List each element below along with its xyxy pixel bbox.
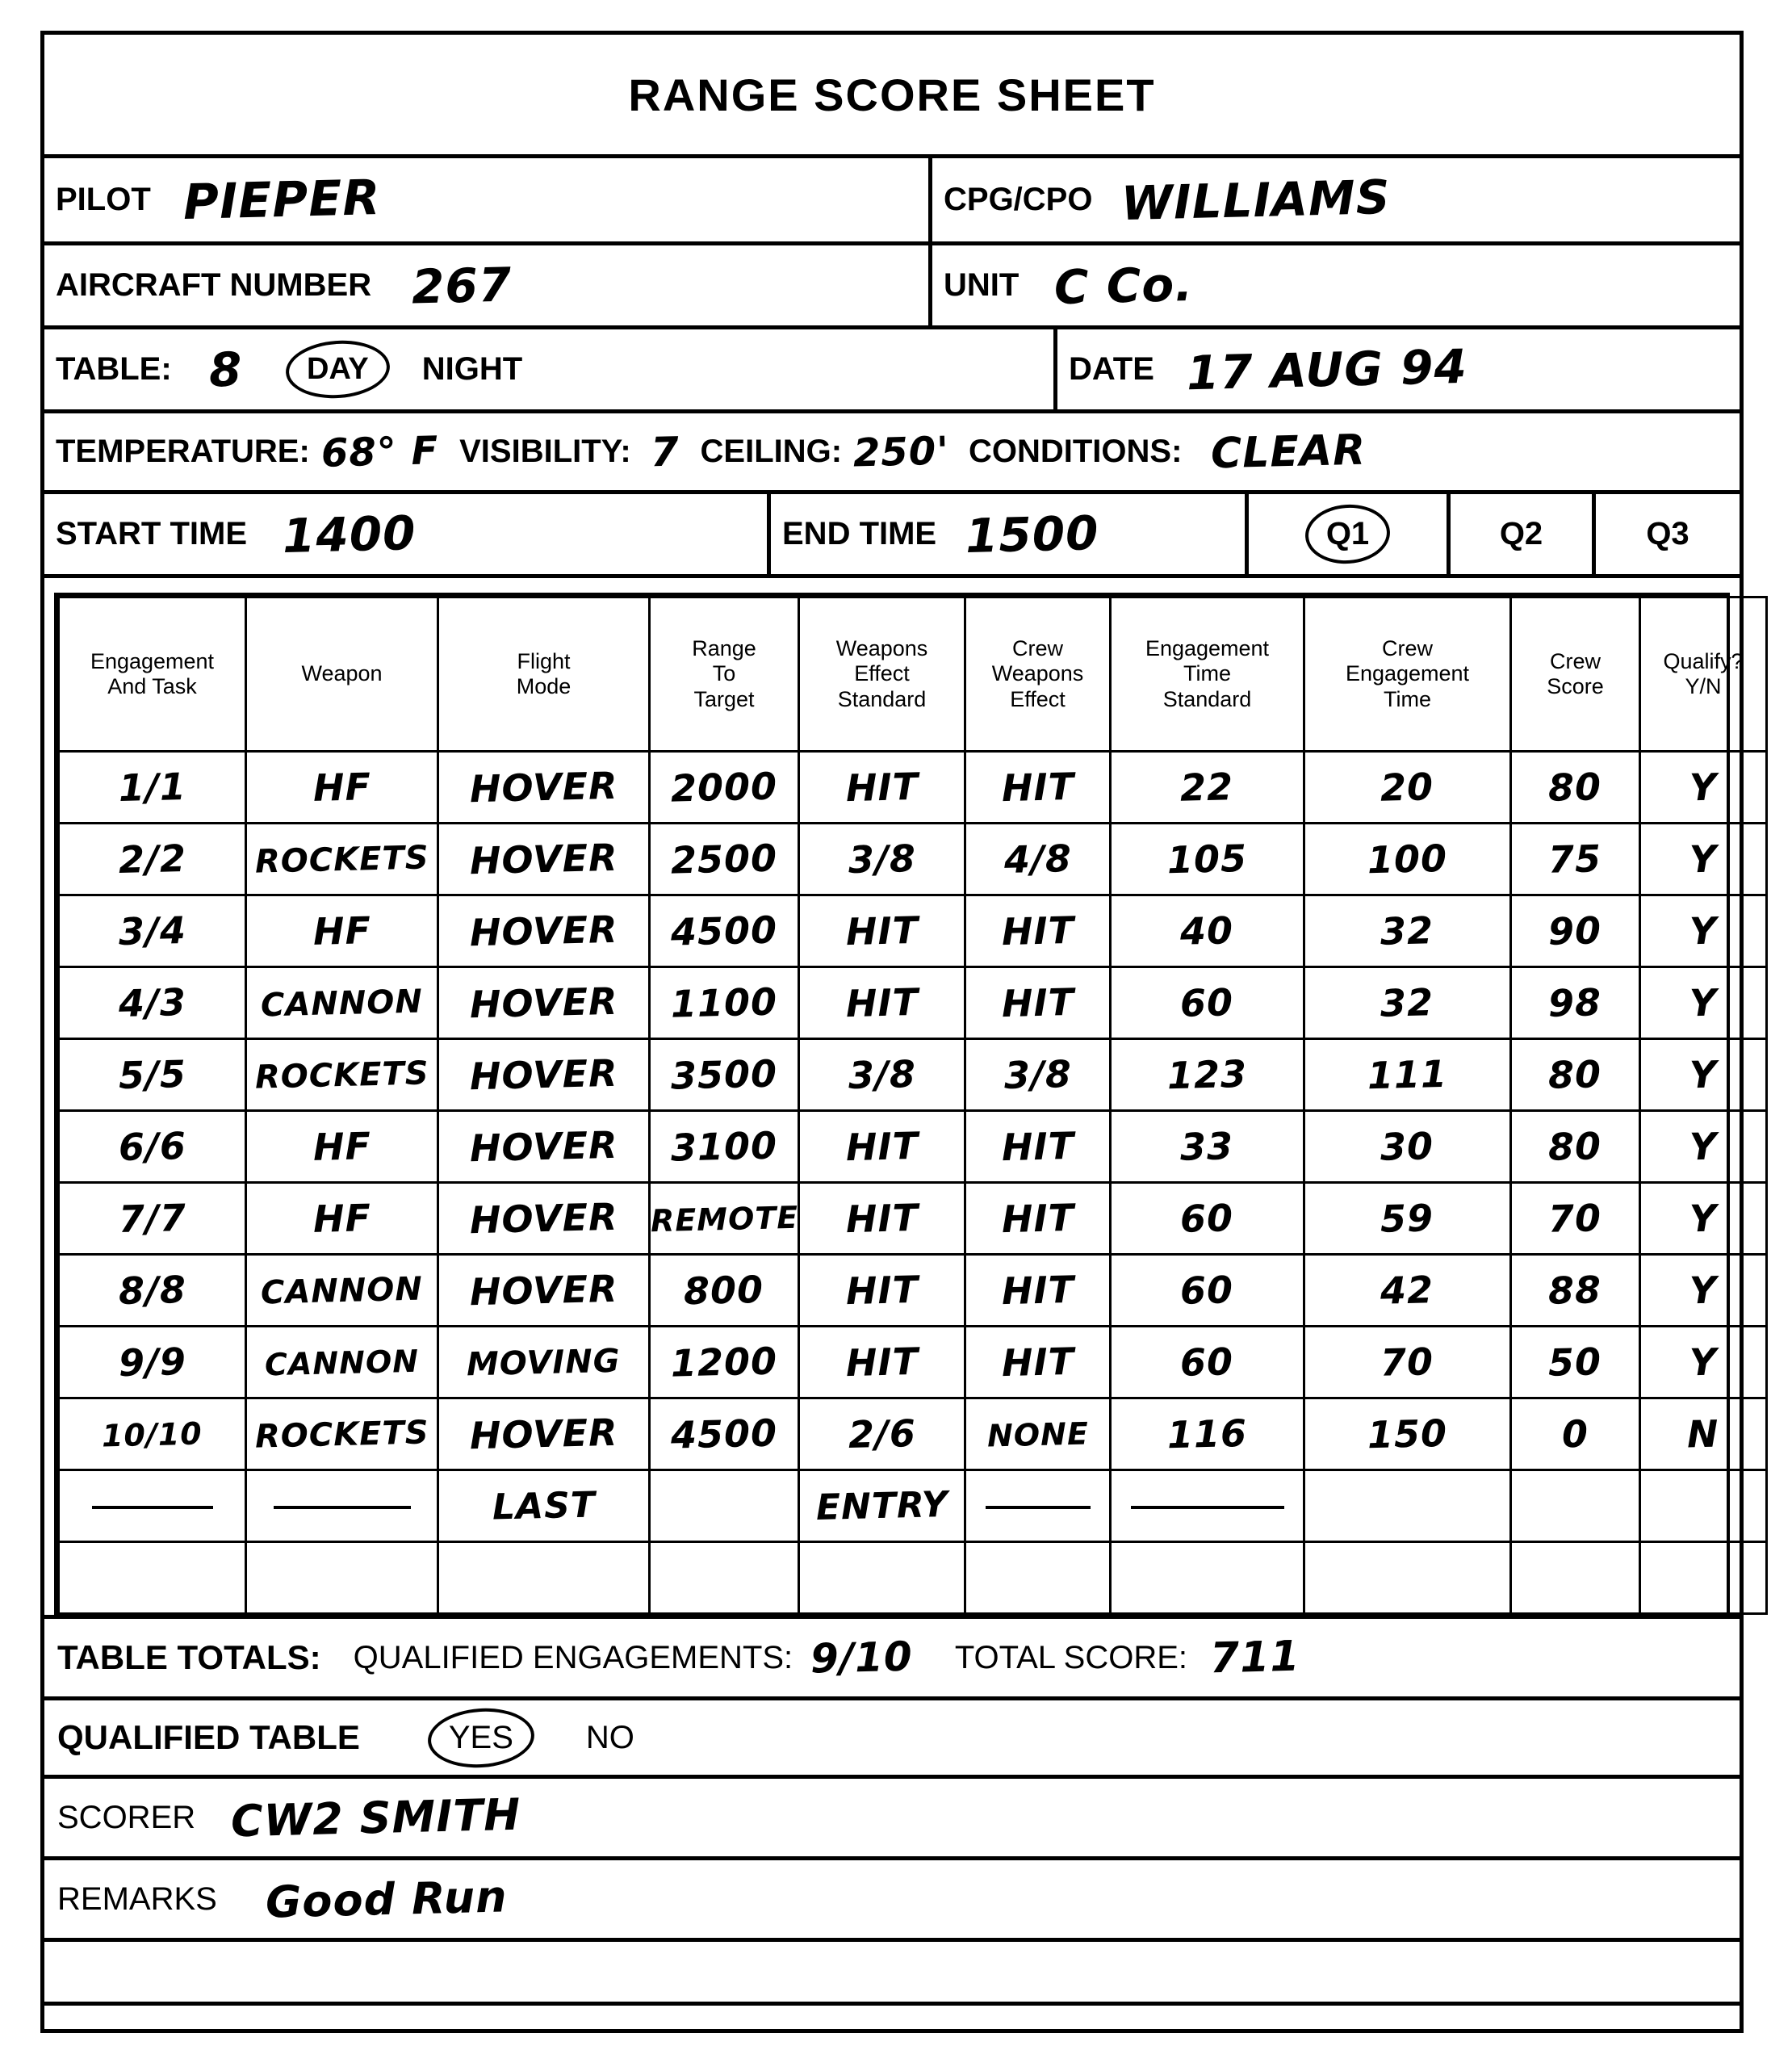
table-row[interactable]	[59, 1039, 1767, 1111]
cell-crew-we[interactable]: HIT	[965, 1111, 1111, 1183]
cell-engagement[interactable]	[59, 1470, 246, 1542]
cpg-value: WILLIAMS	[1120, 169, 1392, 231]
cell-et-std[interactable]: 60	[1111, 1327, 1304, 1398]
aircraft-field[interactable]	[44, 245, 932, 325]
pilot-field[interactable]	[44, 158, 932, 241]
cell-qualify[interactable]: Y	[1640, 1039, 1767, 1111]
cell-qualify[interactable]: Y	[1640, 824, 1767, 895]
cell-crew-et[interactable]: 70	[1304, 1327, 1511, 1398]
date-field[interactable]	[1057, 329, 1740, 409]
hdr-line: Effect	[1010, 686, 1066, 711]
hdr-line: Crew	[1011, 636, 1063, 661]
cell-et-std[interactable]: 116	[1111, 1398, 1304, 1470]
cell-weapon[interactable]: CANNON	[246, 1327, 438, 1398]
col-weapon	[246, 597, 438, 752]
table-row[interactable]	[59, 752, 1767, 824]
cell-crew-we[interactable]: HIT	[965, 1255, 1111, 1327]
cell-et-std[interactable]: 60	[1111, 967, 1304, 1039]
cell-we-std[interactable]: HIT	[799, 1111, 965, 1183]
remarks-row[interactable]	[44, 1860, 1740, 1942]
unit-value: C Co.	[1053, 256, 1195, 315]
temperature-value: 68° F	[320, 427, 439, 476]
cell-et-std[interactable]: 40	[1111, 895, 1304, 967]
cell-crew-score[interactable]: 80	[1511, 752, 1640, 824]
table-date-row	[44, 329, 1740, 413]
quarter-q1[interactable]	[1249, 494, 1451, 574]
table-value: 8	[207, 342, 243, 397]
cell-crew-we[interactable]: NONE	[965, 1398, 1111, 1470]
cell-qualify[interactable]: Y	[1640, 752, 1767, 824]
engagement-table	[57, 596, 1768, 1615]
cell-weapon[interactable]: CANNON	[246, 967, 438, 1039]
cell-flight-mode[interactable]: HOVER	[438, 967, 650, 1039]
table-row[interactable]	[59, 1111, 1767, 1183]
quarter-q3[interactable]	[1596, 494, 1740, 574]
hdr-line: Engagement	[1145, 636, 1270, 661]
end-time-field[interactable]	[771, 494, 1249, 574]
hdr-line: Standard	[1162, 686, 1252, 711]
pilot-label: PILOT	[56, 182, 151, 217]
quarter-q2[interactable]	[1451, 494, 1596, 574]
qualified-table-row	[44, 1700, 1740, 1779]
ceiling-value: 250'	[852, 428, 950, 476]
qualified-no-option[interactable]: NO	[585, 1719, 634, 1755]
cell-crew-score[interactable]: 88	[1511, 1255, 1640, 1327]
table-row[interactable]	[59, 1398, 1767, 1470]
table-row[interactable]	[59, 967, 1767, 1039]
cell-crew-we[interactable]	[965, 1470, 1111, 1542]
cell-flight-mode[interactable]: HOVER	[438, 1111, 650, 1183]
cell-flight-mode[interactable]: HOVER	[438, 824, 650, 895]
cell-et-std[interactable]: 33	[1111, 1111, 1304, 1183]
cell-crew-score[interactable]: 80	[1511, 1039, 1640, 1111]
table-header-row	[59, 597, 1767, 752]
col-crew-engagement-time	[1304, 597, 1511, 752]
cell-weapon[interactable]	[246, 1542, 438, 1614]
cell-range[interactable]: 3500	[650, 1039, 799, 1111]
cell-engagement[interactable]: 9/9	[59, 1327, 246, 1398]
table-row-empty[interactable]	[59, 1542, 1767, 1614]
aircraft-number-label: AIRCRAFT NUMBER	[56, 267, 372, 303]
cell-qualify[interactable]	[1640, 1542, 1767, 1614]
cell-crew-score[interactable]: 90	[1511, 895, 1640, 967]
remarks-label: REMARKS	[57, 1880, 217, 1917]
cell-crew-we[interactable]: HIT	[965, 967, 1111, 1039]
cell-crew-et[interactable]: 32	[1304, 967, 1511, 1039]
cell-weapon[interactable]: ROCKETS	[246, 1398, 438, 1470]
cell-engagement[interactable]: 6/6	[59, 1111, 246, 1183]
pilot-row	[44, 158, 1740, 245]
weather-fields[interactable]	[44, 413, 1740, 490]
cell-crew-et[interactable]	[1304, 1542, 1511, 1614]
cell-qualify[interactable]: N	[1640, 1398, 1767, 1470]
cell-et-std[interactable]	[1111, 1470, 1304, 1542]
hdr-line: Engagement	[90, 648, 215, 673]
cell-et-std[interactable]	[1111, 1542, 1304, 1614]
conditions-value: CLEAR	[1210, 426, 1367, 478]
table-row[interactable]	[59, 1183, 1767, 1255]
cell-we-std[interactable]: ENTRY	[799, 1470, 965, 1542]
cell-crew-score[interactable]	[1511, 1542, 1640, 1614]
hdr-line: Weapons	[835, 636, 928, 661]
cell-engagement[interactable]	[59, 1542, 246, 1614]
cell-range[interactable]: 2000	[650, 752, 799, 824]
scorer-row[interactable]	[44, 1779, 1740, 1860]
table-row[interactable]	[59, 895, 1767, 967]
col-crew-score	[1511, 597, 1640, 752]
cell-flight-mode[interactable]: MOVING	[438, 1327, 650, 1398]
weather-row	[44, 413, 1740, 494]
cell-engagement[interactable]: 2/2	[59, 824, 246, 895]
cell-crew-score[interactable]: 75	[1511, 824, 1640, 895]
cell-flight-mode[interactable]: HOVER	[438, 752, 650, 824]
cell-crew-we[interactable]: HIT	[965, 895, 1111, 967]
cell-weapon[interactable]: HF	[246, 1183, 438, 1255]
last-entry-row[interactable]	[59, 1470, 1767, 1542]
cell-crew-score[interactable]: 98	[1511, 967, 1640, 1039]
hdr-line: Crew	[1381, 636, 1433, 661]
remarks-blank-line-1[interactable]	[44, 1942, 1740, 2006]
remarks-blank-line-2[interactable]	[44, 2006, 1740, 2065]
cell-flight-mode[interactable]: HOVER	[438, 895, 650, 967]
cell-crew-et[interactable]: 42	[1304, 1255, 1511, 1327]
cell-weapon[interactable]: ROCKETS	[246, 824, 438, 895]
cell-range[interactable]: 2500	[650, 824, 799, 895]
cell-range[interactable]: 800	[650, 1255, 799, 1327]
cell-flight-mode[interactable]: LAST	[438, 1470, 650, 1542]
cell-engagement[interactable]: 7/7	[59, 1183, 246, 1255]
cell-weapon[interactable]: HF	[246, 752, 438, 824]
range-score-sheet	[40, 31, 1744, 2033]
cell-et-std[interactable]: 60	[1111, 1255, 1304, 1327]
cell-et-std[interactable]: 105	[1111, 824, 1304, 895]
q1-label: Q1	[1310, 513, 1385, 556]
hdr-line: Y/N	[1685, 674, 1722, 698]
total-score-label: TOTAL SCORE:	[954, 1639, 1188, 1675]
hdr-line: Weapons	[991, 661, 1084, 686]
cell-flight-mode[interactable]: HOVER	[438, 1398, 650, 1470]
cell-crew-et[interactable]: 32	[1304, 895, 1511, 967]
times-row	[44, 494, 1740, 578]
cell-we-std[interactable]: HIT	[799, 895, 965, 967]
cell-we-std[interactable]: HIT	[799, 752, 965, 824]
cell-range[interactable]: 3100	[650, 1111, 799, 1183]
table-row[interactable]	[59, 1327, 1767, 1398]
hdr-line: Range	[692, 636, 756, 661]
cpg-label: CPG/CPO	[944, 182, 1093, 217]
qualified-engagements-value: 9/10	[810, 1633, 914, 1683]
hdr-line: Standard	[837, 686, 927, 711]
hdr-line: Effect	[854, 661, 910, 686]
visibility-label: VISIBILITY:	[459, 434, 631, 469]
col-qualify	[1640, 597, 1767, 752]
pilot-value: PIEPER	[182, 169, 382, 231]
cell-crew-et[interactable]	[1304, 1470, 1511, 1542]
cell-engagement[interactable]: 10/10	[59, 1398, 246, 1470]
hdr-line: Mode	[516, 674, 572, 698]
cell-qualify[interactable]: Y	[1640, 1327, 1767, 1398]
cell-weapon[interactable]: ROCKETS	[246, 1039, 438, 1111]
cell-range[interactable]: REMOTE	[650, 1183, 799, 1255]
conditions-label: CONDITIONS:	[968, 434, 1183, 469]
cell-crew-score[interactable]	[1511, 1470, 1640, 1542]
qualified-yes-option[interactable]: YES	[433, 1717, 530, 1759]
unit-field[interactable]	[932, 245, 1740, 325]
cell-et-std[interactable]: 22	[1111, 752, 1304, 824]
cell-qualify[interactable]: Y	[1640, 895, 1767, 967]
hdr-line: Time	[1183, 661, 1231, 686]
hdr-line: Engagement	[1345, 661, 1470, 686]
q2-label: Q2	[1499, 516, 1543, 551]
day-option[interactable]: DAY	[291, 349, 385, 390]
table-label: TABLE:	[56, 351, 172, 387]
start-time-field[interactable]	[44, 494, 771, 574]
remarks-value: Good Run	[265, 1870, 509, 1928]
cell-flight-mode[interactable]: HOVER	[438, 1039, 650, 1111]
cell-we-std[interactable]: HIT	[799, 1183, 965, 1255]
date-label: DATE	[1069, 351, 1154, 387]
cell-crew-we[interactable]: HIT	[965, 752, 1111, 824]
date-value: 17 AUG 94	[1186, 338, 1468, 400]
start-time-label: START TIME	[56, 516, 248, 551]
cell-et-std[interactable]: 60	[1111, 1183, 1304, 1255]
cell-flight-mode[interactable]: HOVER	[438, 1183, 650, 1255]
night-option[interactable]: NIGHT	[421, 351, 523, 387]
total-score-value: 711	[1209, 1632, 1301, 1683]
q3-label: Q3	[1646, 516, 1689, 551]
cell-range[interactable]: 4500	[650, 895, 799, 967]
cell-engagement[interactable]: 3/4	[59, 895, 246, 967]
table-field[interactable]	[44, 329, 1057, 409]
cell-range[interactable]: 1100	[650, 967, 799, 1039]
temperature-label: TEMPERATURE:	[56, 434, 310, 469]
scorer-value: CW2 SMITH	[230, 1788, 522, 1847]
end-time-label: END TIME	[782, 516, 937, 551]
col-weapons-effect-standard	[799, 597, 965, 752]
hdr-line: Time	[1384, 686, 1431, 711]
col-flight-mode	[438, 597, 650, 752]
sheet-title-row	[44, 35, 1740, 158]
cell-engagement[interactable]: 4/3	[59, 967, 246, 1039]
cell-we-std[interactable]: 2/6	[799, 1398, 965, 1470]
cell-crew-et[interactable]: 20	[1304, 752, 1511, 824]
cell-crew-et[interactable]: 150	[1304, 1398, 1511, 1470]
cell-we-std[interactable]: HIT	[799, 967, 965, 1039]
cell-range[interactable]	[650, 1470, 799, 1542]
cell-crew-we[interactable]: 4/8	[965, 824, 1111, 895]
unit-label: UNIT	[944, 267, 1020, 303]
col-engagement-task	[59, 597, 246, 752]
cell-weapon[interactable]: HF	[246, 895, 438, 967]
cell-crew-et[interactable]: 111	[1304, 1039, 1511, 1111]
table-totals-row	[44, 1615, 1740, 1700]
cell-qualify[interactable]	[1640, 1470, 1767, 1542]
cell-weapon[interactable]	[246, 1470, 438, 1542]
cell-we-std[interactable]: HIT	[799, 1327, 965, 1398]
hdr-line: And Task	[107, 674, 197, 698]
cpg-field[interactable]	[932, 158, 1740, 241]
cell-weapon[interactable]: CANNON	[246, 1255, 438, 1327]
hdr-line: Crew	[1549, 648, 1601, 673]
scorer-label: SCORER	[57, 1799, 196, 1835]
cell-we-std[interactable]	[799, 1542, 965, 1614]
cell-engagement[interactable]: 5/5	[59, 1039, 246, 1111]
table-totals-label: TABLE TOTALS:	[57, 1638, 321, 1676]
ceiling-label: CEILING:	[700, 434, 843, 469]
start-time-value: 1400	[282, 505, 417, 564]
cell-crew-we[interactable]: 3/8	[965, 1039, 1111, 1111]
cell-engagement[interactable]: 1/1	[59, 752, 246, 824]
cell-weapon[interactable]: HF	[246, 1111, 438, 1183]
cell-we-std[interactable]: HIT	[799, 1255, 965, 1327]
engagement-table-body	[59, 752, 1767, 1614]
cell-crew-we[interactable]: HIT	[965, 1327, 1111, 1398]
cell-qualify[interactable]: Y	[1640, 1111, 1767, 1183]
cell-crew-score[interactable]: 70	[1511, 1183, 1640, 1255]
col-range-to-target	[650, 597, 799, 752]
hdr-line: Target	[693, 686, 755, 711]
cell-et-std[interactable]: 123	[1111, 1039, 1304, 1111]
hdr-line: Score	[1547, 674, 1604, 698]
cell-qualify[interactable]: Y	[1640, 967, 1767, 1039]
visibility-value: 7	[650, 428, 680, 476]
page-title: RANGE SCORE SHEET	[628, 69, 1156, 120]
cell-crew-et[interactable]: 30	[1304, 1111, 1511, 1183]
end-time-value: 1500	[965, 505, 1100, 564]
cell-engagement[interactable]: 8/8	[59, 1255, 246, 1327]
table-row[interactable]	[59, 824, 1767, 895]
col-engagement-time-standard	[1111, 597, 1304, 752]
hdr-line: Flight	[517, 648, 571, 673]
cell-crew-we[interactable]: HIT	[965, 1183, 1111, 1255]
engagement-table-wrapper	[54, 593, 1744, 1615]
cell-range[interactable]: 1200	[650, 1327, 799, 1398]
cell-we-std[interactable]: 3/8	[799, 824, 965, 895]
cell-crew-score[interactable]: 50	[1511, 1327, 1640, 1398]
qualified-engagements-label: QUALIFIED ENGAGEMENTS:	[353, 1639, 793, 1675]
cell-range[interactable]	[650, 1542, 799, 1614]
hdr-line: Weapon	[301, 661, 383, 686]
col-crew-weapons-effect	[965, 597, 1111, 752]
cell-crew-score[interactable]: 80	[1511, 1111, 1640, 1183]
cell-we-std[interactable]: 3/8	[799, 1039, 965, 1111]
cell-qualify[interactable]: Y	[1640, 1255, 1767, 1327]
hdr-line: Qualify?	[1663, 648, 1744, 673]
hdr-line: To	[712, 661, 736, 686]
cell-crew-score[interactable]: 0	[1511, 1398, 1640, 1470]
aircraft-row	[44, 245, 1740, 329]
table-row[interactable]	[59, 1255, 1767, 1327]
cell-range[interactable]: 4500	[650, 1398, 799, 1470]
cell-crew-et[interactable]: 59	[1304, 1183, 1511, 1255]
cell-flight-mode[interactable]	[438, 1542, 650, 1614]
aircraft-number-value: 267	[411, 256, 513, 315]
qualified-table-label: QUALIFIED TABLE	[57, 1718, 360, 1756]
cell-crew-we[interactable]	[965, 1542, 1111, 1614]
cell-qualify[interactable]: Y	[1640, 1183, 1767, 1255]
cell-crew-et[interactable]: 100	[1304, 824, 1511, 895]
cell-flight-mode[interactable]: HOVER	[438, 1255, 650, 1327]
